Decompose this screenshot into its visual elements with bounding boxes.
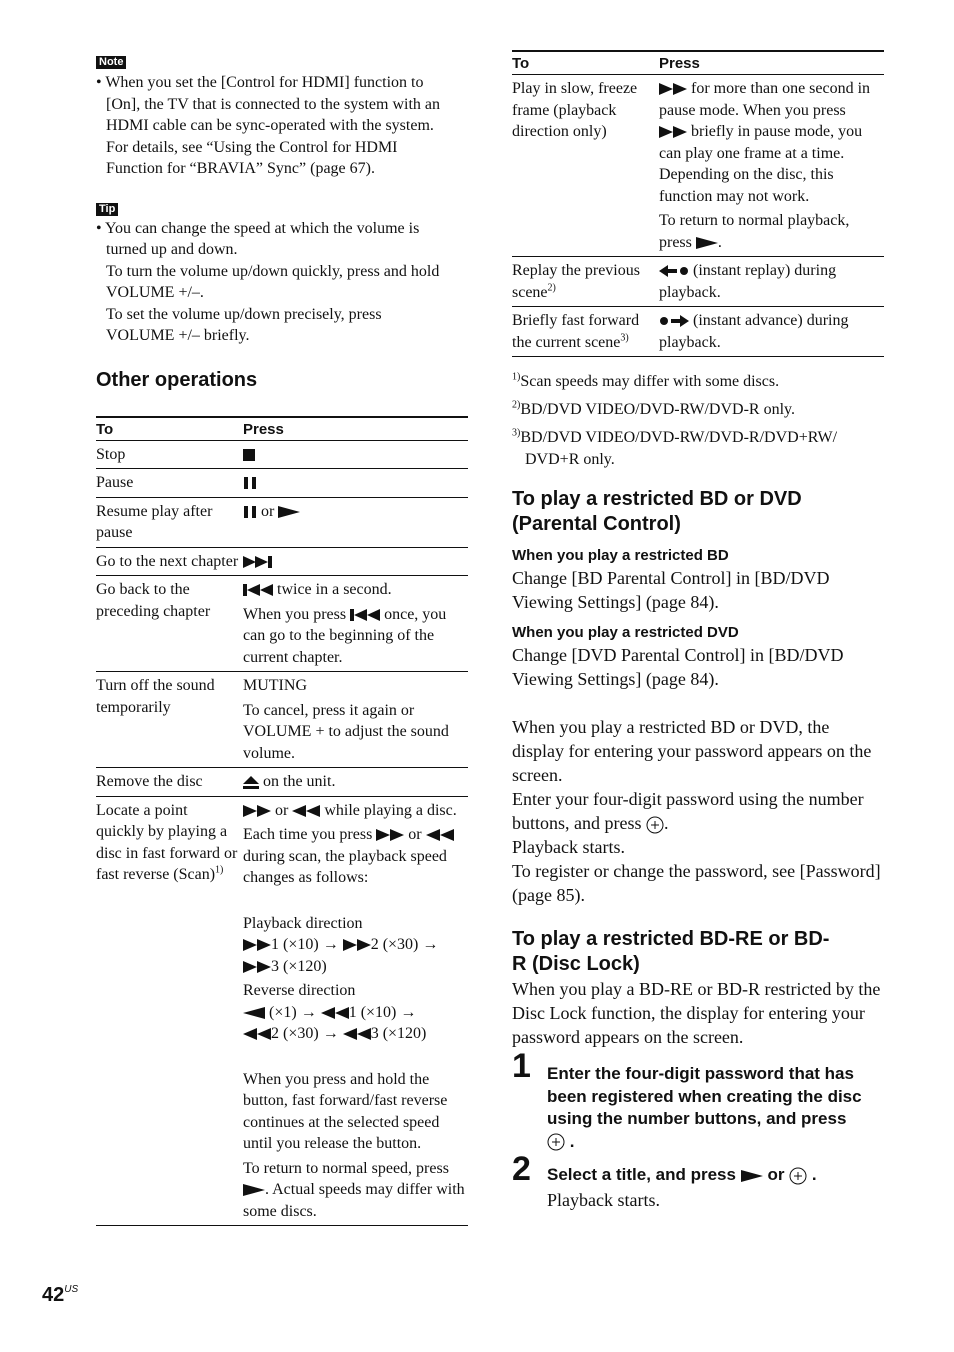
- col-to-header: To: [96, 417, 243, 441]
- fast-forward-icon: [243, 961, 271, 973]
- press-text: To return to normal speed, press: [243, 1159, 449, 1177]
- other-operations-heading: Other operations: [96, 368, 258, 391]
- table-row: [96, 547, 468, 576]
- footnote-mark: 1): [512, 371, 521, 383]
- table-row: [512, 307, 884, 357]
- fast-reverse-icon: [321, 1007, 349, 1019]
- enter-button-icon: [789, 1167, 807, 1185]
- step-text: .: [569, 1131, 575, 1151]
- speed-step: 1 (×10): [271, 936, 319, 953]
- enter-button-icon: [646, 816, 664, 834]
- step-result: Playback starts.: [547, 1190, 660, 1210]
- table-row: [96, 469, 468, 498]
- press-text: (instant replay) during playback.: [659, 262, 837, 301]
- row-label: [512, 257, 659, 307]
- table-row: [96, 576, 468, 672]
- press-text: on the unit.: [263, 773, 336, 790]
- table-row: [96, 672, 468, 768]
- steps: [512, 1047, 884, 1231]
- fast-forward-icon: [376, 829, 404, 841]
- press-text: briefly in pause mode, you can play one frame at a time. Depending on the disc, this function may not work.: [659, 123, 863, 205]
- previous-chapter-icon: [350, 609, 380, 621]
- reverse-icon: [243, 1007, 265, 1019]
- or-text: or: [767, 1165, 785, 1184]
- row-label-text: Briefly fast forward the current scene: [512, 312, 640, 351]
- press-text: . Actual speeds may differ with some discs.: [243, 1181, 465, 1220]
- step-text: Enter the four-digit password that has been registered when creating the disc using the number buttons, and press: [547, 1064, 862, 1128]
- row-label: Turn off the sound temporarily: [96, 672, 243, 768]
- speed-step: 3 (×120): [271, 957, 327, 975]
- text-line: Viewing Settings] (page 84).: [512, 592, 719, 612]
- tip-text: [96, 218, 468, 347]
- paragraph: When you play a BD-RE or BD-R restricted by the Disc Lock function, the display for entering your password appears on the screen.: [512, 979, 881, 1047]
- row-label: Play in slow, freeze frame (playback direction only): [512, 75, 659, 257]
- col-press-header: Press: [659, 51, 884, 75]
- speed-step: 3 (×120): [370, 1025, 427, 1042]
- footnote: [512, 427, 884, 449]
- paragraph: When you play a restricted BD or DVD, the display for entering your password appears on the screen.: [512, 717, 872, 785]
- restricted-dvd-subheading: When you play a restricted DVD: [512, 624, 739, 641]
- note-line: HDMI cable can be sync-operated with the system.: [106, 117, 434, 134]
- table-row: [512, 75, 884, 257]
- row-label: Go to the next chapter: [96, 547, 243, 576]
- tip-badge: Tip: [96, 203, 118, 216]
- fast-forward-icon: [243, 939, 271, 951]
- page-suffix: US: [64, 1284, 79, 1295]
- paragraph: Playback starts.: [512, 837, 625, 857]
- speed-step: 1 (×10): [348, 1003, 397, 1021]
- press-text: .: [717, 233, 722, 251]
- paragraph: [512, 787, 884, 835]
- row-label-text: Locate a point quickly by playing a disc in fast forward or fast reverse (Scan): [96, 801, 238, 883]
- step-text: Select a title, and press: [547, 1165, 736, 1184]
- pause-icon: [243, 506, 257, 518]
- play-icon: [278, 506, 300, 518]
- row-label: Resume play after pause: [96, 497, 243, 547]
- footnote-mark: 2): [512, 399, 521, 411]
- step-2: [547, 1164, 884, 1187]
- heading-line: To play a restricted BD or DVD: [512, 488, 802, 510]
- tip-line: turned up and down.: [106, 241, 238, 258]
- row-label-text: Replay the previous scene: [512, 262, 640, 301]
- footnotes: [512, 371, 884, 471]
- other-operations-table: [96, 416, 468, 1227]
- or-text: or: [408, 826, 422, 843]
- instant-advance-icon: [659, 315, 689, 327]
- next-chapter-icon: [243, 556, 273, 568]
- note-text: [96, 72, 468, 180]
- table-row: [96, 796, 468, 1226]
- instant-replay-icon: [659, 265, 689, 277]
- note-badge: Note: [96, 56, 126, 69]
- disc-lock-heading: [512, 927, 884, 977]
- step-1: [547, 1063, 884, 1153]
- tip-line: To set the volume up/down precisely, press: [106, 305, 382, 323]
- row-label: Pause: [96, 469, 243, 498]
- press-text: To cancel, press it again or VOLUME + to adjust the sound volume.: [243, 701, 449, 762]
- heading-line: To play a restricted BD-RE or BD-: [512, 928, 830, 950]
- table-row: [96, 497, 468, 547]
- table-row: [512, 257, 884, 307]
- speed-step: (×1): [269, 1003, 297, 1021]
- row-label: Stop: [96, 440, 243, 469]
- step-text: .: [811, 1165, 817, 1184]
- left-column: [96, 52, 468, 1226]
- press-text: during scan, the playback speed changes as follows:: [243, 847, 447, 886]
- press-text: for more than one second in pause mode. When you press: [659, 80, 871, 119]
- footnote-text: Scan speeds may differ with some discs.: [520, 373, 780, 390]
- press-text: while playing a disc.: [324, 801, 457, 819]
- arrow-right-icon: →: [400, 1003, 417, 1021]
- col-press-header: Press: [243, 417, 468, 441]
- restricted-bd-subheading: When you play a restricted BD: [512, 547, 729, 564]
- note-line: • When you set the [Control for HDMI] function to: [96, 74, 424, 91]
- footnote-ref: 3): [620, 332, 629, 344]
- footnote: [512, 371, 884, 393]
- previous-chapter-icon: [243, 584, 273, 596]
- fast-forward-icon: [659, 126, 687, 138]
- paragraph: To register or change the password, see [Password] (page 85).: [512, 861, 881, 905]
- footnote-ref: 2): [547, 282, 556, 294]
- footnote-text: BD/DVD VIDEO/DVD-RW/DVD-R/DVD+RW/: [520, 429, 838, 446]
- table-row: [96, 768, 468, 797]
- fast-reverse-icon: [426, 829, 454, 841]
- play-icon: [696, 237, 718, 249]
- note-line: Function for “BRAVIA” Sync” (page 67).: [106, 160, 375, 177]
- fast-forward-icon: [243, 805, 271, 817]
- text-line: Change [DVD Parental Control] in [BD/DVD: [512, 645, 844, 665]
- enter-button-icon: [547, 1133, 565, 1151]
- press-text: When you press: [243, 605, 347, 623]
- eject-icon: [243, 776, 259, 789]
- heading-line: R (Disc Lock): [512, 953, 640, 975]
- speed-step: 2 (×30): [370, 936, 419, 953]
- tip-line: • You can change the speed at which the volume is: [96, 219, 420, 237]
- parental-control-heading: [512, 487, 884, 537]
- press-text: (instant advance) during playback.: [659, 312, 849, 351]
- text: Enter your four-digit password using the number buttons, and press: [512, 789, 864, 833]
- table-row: [96, 440, 468, 469]
- press-text: once, you can go to the beginning of the current chapter.: [243, 605, 447, 666]
- note-line: [On], the TV that is connected to the system with an: [106, 95, 441, 113]
- play-icon: [243, 1184, 265, 1196]
- press-text: twice in a second.: [277, 581, 392, 598]
- step-number: 2: [512, 1150, 531, 1188]
- press-text: MUTING: [243, 677, 307, 694]
- footnote-text: DVD+R only.: [525, 451, 615, 468]
- stop-icon: [243, 449, 255, 461]
- fast-forward-icon: [343, 939, 371, 951]
- row-label: [512, 307, 659, 357]
- press-text: When you press and hold the button, fast forward/fast reverse continues at the selected speed until you release the button.: [243, 1070, 448, 1152]
- right-column: [512, 50, 884, 1231]
- fast-reverse-icon: [292, 805, 320, 817]
- tip-line: To turn the volume up/down quickly, press and hold: [106, 262, 440, 280]
- dvd-instruction: [512, 643, 884, 691]
- arrow-right-icon: →: [322, 1025, 339, 1042]
- pause-icon: [243, 477, 257, 489]
- speed-step: 2 (×30): [271, 1025, 319, 1042]
- or-text: or: [261, 502, 275, 520]
- page-number-text: 42: [42, 1284, 65, 1306]
- fast-forward-icon: [659, 83, 687, 95]
- bd-instruction: [512, 566, 884, 614]
- fast-reverse-icon: [343, 1028, 371, 1040]
- playback-direction-label: Playback direction: [243, 914, 363, 932]
- row-label: Remove the disc: [96, 768, 243, 797]
- play-icon: [741, 1170, 763, 1182]
- playback-operations-table: [512, 50, 884, 357]
- reverse-direction-label: Reverse direction: [243, 982, 356, 999]
- arrow-right-icon: →: [322, 936, 339, 953]
- page-number: [42, 1284, 78, 1307]
- note-line: For details, see “Using the Control for HDMI: [106, 138, 398, 156]
- tip-line: VOLUME +/– briefly.: [106, 327, 250, 344]
- row-label: [96, 796, 243, 1226]
- fast-reverse-icon: [243, 1028, 271, 1040]
- row-label: Go back to the preceding chapter: [96, 576, 243, 672]
- col-to-header: To: [512, 51, 659, 75]
- tip-line: VOLUME +/–.: [106, 284, 204, 301]
- heading-line: (Parental Control): [512, 513, 681, 535]
- press-text: Each time you press: [243, 826, 373, 843]
- footnote-ref: 1): [215, 864, 224, 876]
- text: .: [664, 813, 669, 833]
- arrow-right-icon: →: [422, 936, 439, 953]
- footnote: [512, 399, 884, 421]
- press-text: To return to normal playback, press: [659, 212, 850, 251]
- step-number: 1: [512, 1047, 531, 1085]
- footnote-mark: 3): [512, 427, 521, 439]
- footnote-text: BD/DVD VIDEO/DVD-RW/DVD-R only.: [520, 401, 795, 418]
- arrow-right-icon: →: [300, 1003, 317, 1021]
- text-line: Change [BD Parental Control] in [BD/DVD: [512, 568, 830, 588]
- text-line: Viewing Settings] (page 84).: [512, 669, 719, 689]
- or-text: or: [275, 801, 289, 819]
